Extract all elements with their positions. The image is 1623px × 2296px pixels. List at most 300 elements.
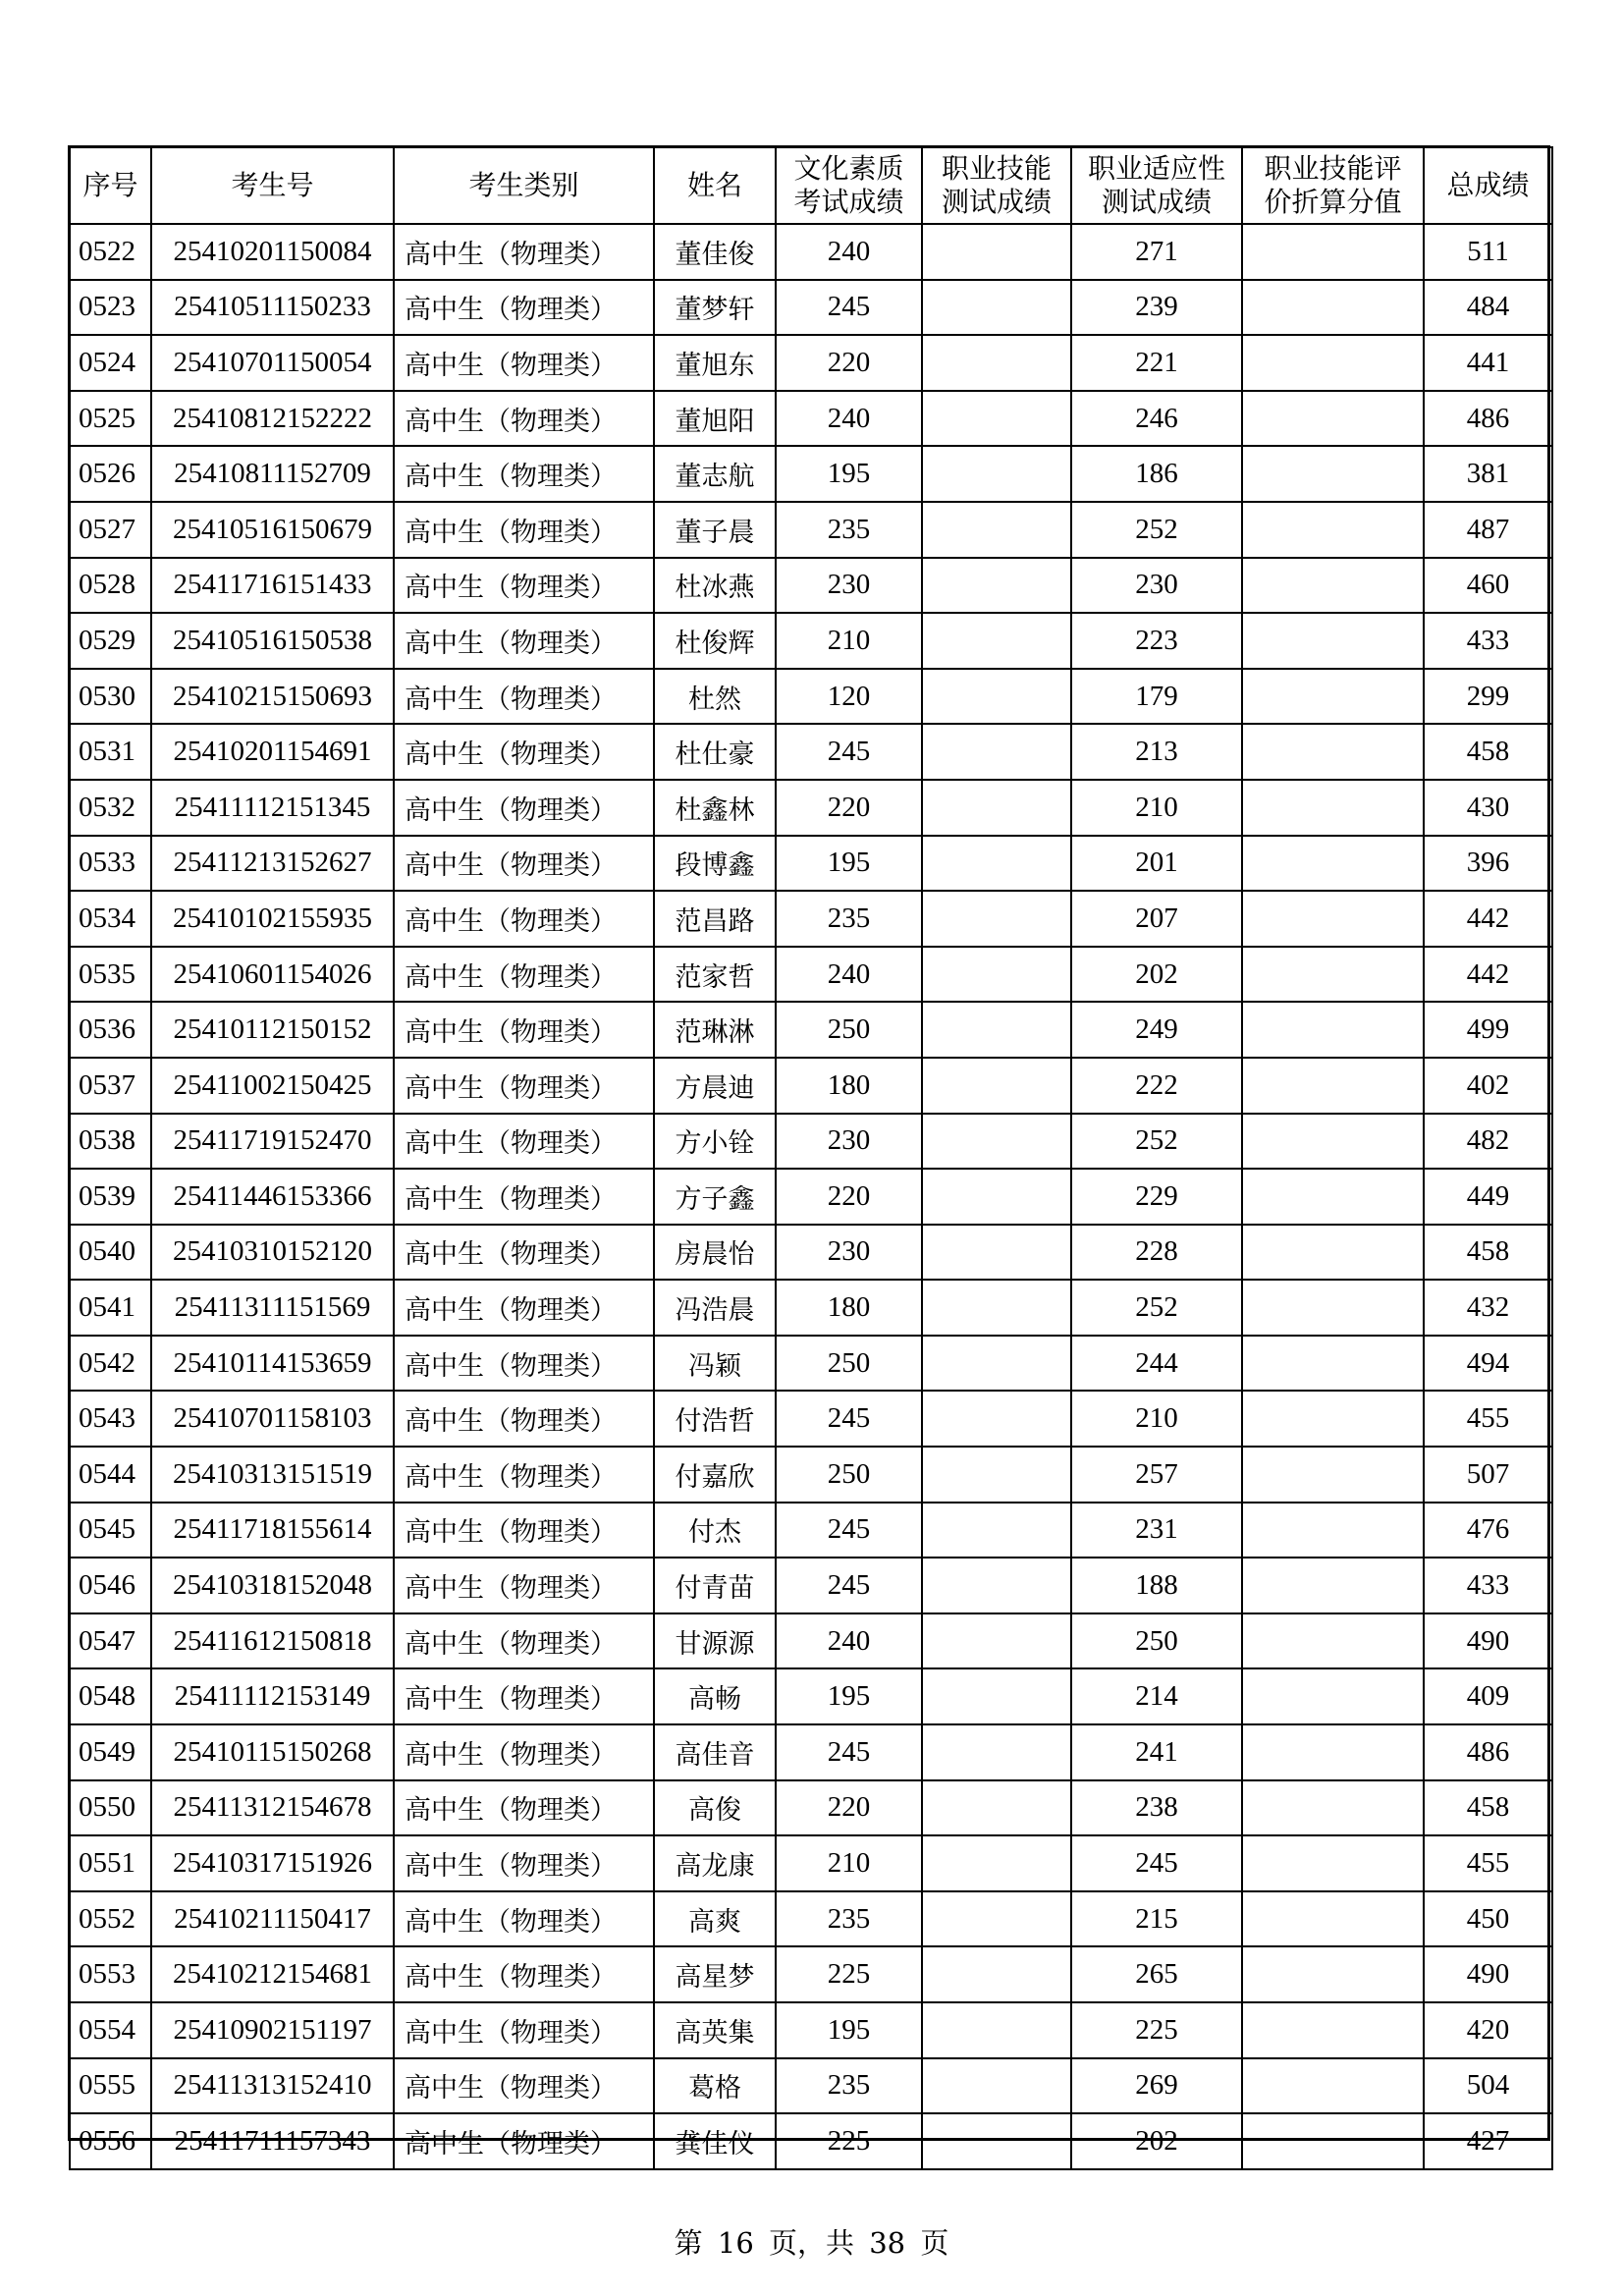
cell-name: 冯颖 — [654, 1336, 776, 1392]
cell-adaptability-score: 246 — [1071, 391, 1242, 447]
cell-skill-eval-score — [1242, 836, 1424, 892]
cell-total: 442 — [1424, 947, 1552, 1003]
cell-adaptability-score: 244 — [1071, 1336, 1242, 1392]
table-row — [70, 1447, 1552, 1503]
cell-seq: 0537 — [70, 1058, 151, 1114]
cell-total: 487 — [1424, 502, 1552, 558]
cell-seq: 0538 — [70, 1114, 151, 1170]
cell-total: 402 — [1424, 1058, 1552, 1114]
cell-adaptability-score: 257 — [1071, 1447, 1242, 1503]
table-row — [70, 724, 1552, 780]
cell-skill-eval-score — [1242, 780, 1424, 836]
cell-adaptability-score: 228 — [1071, 1225, 1242, 1281]
cell-category: 高中生（物理类） — [394, 669, 654, 725]
cell-total: 490 — [1424, 1946, 1552, 2002]
cell-skill-test-score — [922, 280, 1071, 336]
cell-name: 房晨怡 — [654, 1225, 776, 1281]
table-row — [70, 1058, 1552, 1114]
cell-adaptability-score: 221 — [1071, 335, 1242, 391]
cell-category: 高中生（物理类） — [394, 1558, 654, 1613]
cell-name: 付嘉欣 — [654, 1447, 776, 1503]
cell-category: 高中生（物理类） — [394, 947, 654, 1003]
cell-adaptability-score: 202 — [1071, 947, 1242, 1003]
cell-category: 高中生（物理类） — [394, 1724, 654, 1780]
cell-skill-test-score — [922, 2058, 1071, 2114]
cell-skill-test-score — [922, 780, 1071, 836]
cell-skill-test-score — [922, 1835, 1071, 1891]
cell-category: 高中生（物理类） — [394, 1391, 654, 1447]
cell-seq: 0526 — [70, 446, 151, 502]
cell-skill-test-score — [922, 502, 1071, 558]
cell-exam-id: 25411311151569 — [151, 1280, 394, 1336]
cell-adaptability-score: 179 — [1071, 669, 1242, 725]
cell-skill-test-score — [922, 1447, 1071, 1503]
cell-adaptability-score: 229 — [1071, 1169, 1242, 1225]
cell-skill-test-score — [922, 891, 1071, 947]
cell-seq: 0522 — [70, 224, 151, 280]
table-row — [70, 280, 1552, 336]
cell-skill-test-score — [922, 1724, 1071, 1780]
cell-skill-eval-score — [1242, 1391, 1424, 1447]
cell-seq: 0548 — [70, 1668, 151, 1724]
cell-name: 范家哲 — [654, 947, 776, 1003]
cell-skill-eval-score — [1242, 1835, 1424, 1891]
cell-skill-test-score — [922, 224, 1071, 280]
cell-name: 龚佳仪 — [654, 2113, 776, 2169]
cell-skill-test-score — [922, 1946, 1071, 2002]
cell-exam-id: 25411711157343 — [151, 2113, 394, 2169]
cell-total: 486 — [1424, 1724, 1552, 1780]
cell-category: 高中生（物理类） — [394, 2058, 654, 2114]
cell-adaptability-score: 215 — [1071, 1891, 1242, 1947]
cell-seq: 0544 — [70, 1447, 151, 1503]
cell-exam-id: 25411612150818 — [151, 1613, 394, 1669]
header-seq: 序号 — [70, 147, 151, 224]
cell-category: 高中生（物理类） — [394, 558, 654, 614]
cell-name: 高佳音 — [654, 1724, 776, 1780]
cell-skill-eval-score — [1242, 1503, 1424, 1558]
cell-culture-score: 230 — [776, 558, 922, 614]
cell-adaptability-score: 238 — [1071, 1780, 1242, 1836]
cell-skill-test-score — [922, 613, 1071, 669]
cell-category: 高中生（物理类） — [394, 224, 654, 280]
cell-name: 范昌路 — [654, 891, 776, 947]
cell-skill-eval-score — [1242, 1280, 1424, 1336]
cell-skill-eval-score — [1242, 502, 1424, 558]
table-row — [70, 1946, 1552, 2002]
cell-name: 高星梦 — [654, 1946, 776, 2002]
header-culture-score — [776, 147, 922, 224]
cell-seq: 0532 — [70, 780, 151, 836]
table-row — [70, 1613, 1552, 1669]
cell-adaptability-score: 269 — [1071, 2058, 1242, 2114]
cell-exam-id: 25411719152470 — [151, 1114, 394, 1170]
cell-exam-id: 25410201150084 — [151, 224, 394, 280]
cell-skill-eval-score — [1242, 1447, 1424, 1503]
cell-total: 427 — [1424, 2113, 1552, 2169]
cell-name: 董旭阳 — [654, 391, 776, 447]
cell-skill-eval-score — [1242, 891, 1424, 947]
cell-name: 葛格 — [654, 2058, 776, 2114]
cell-culture-score: 180 — [776, 1280, 922, 1336]
cell-adaptability-score: 214 — [1071, 1668, 1242, 1724]
cell-culture-score: 195 — [776, 1668, 922, 1724]
cell-exam-id: 25410115150268 — [151, 1724, 394, 1780]
cell-total: 299 — [1424, 669, 1552, 725]
cell-category: 高中生（物理类） — [394, 1835, 654, 1891]
cell-skill-test-score — [922, 1002, 1071, 1058]
table-row — [70, 1225, 1552, 1281]
cell-exam-id: 25410902151197 — [151, 2002, 394, 2058]
table-row — [70, 1503, 1552, 1558]
cell-exam-id: 25410516150538 — [151, 613, 394, 669]
cell-category: 高中生（物理类） — [394, 724, 654, 780]
cell-culture-score: 245 — [776, 1391, 922, 1447]
cell-seq: 0540 — [70, 1225, 151, 1281]
header-culture-line1: 文化素质 — [793, 152, 904, 185]
cell-skill-test-score — [922, 2002, 1071, 2058]
cell-seq: 0533 — [70, 836, 151, 892]
cell-seq: 0550 — [70, 1780, 151, 1836]
cell-total: 504 — [1424, 2058, 1552, 2114]
cell-exam-id: 25410112150152 — [151, 1002, 394, 1058]
cell-exam-id: 25410310152120 — [151, 1225, 394, 1281]
cell-culture-score: 245 — [776, 724, 922, 780]
cell-total: 433 — [1424, 613, 1552, 669]
cell-seq: 0541 — [70, 1280, 151, 1336]
cell-seq: 0543 — [70, 1391, 151, 1447]
cell-culture-score: 250 — [776, 1002, 922, 1058]
cell-name: 付浩哲 — [654, 1391, 776, 1447]
cell-category: 高中生（物理类） — [394, 1780, 654, 1836]
cell-skill-eval-score — [1242, 1114, 1424, 1170]
cell-exam-id: 25410318152048 — [151, 1558, 394, 1613]
cell-total: 420 — [1424, 2002, 1552, 2058]
table-row — [70, 1391, 1552, 1447]
cell-skill-test-score — [922, 1503, 1071, 1558]
cell-exam-id: 25411718155614 — [151, 1503, 394, 1558]
cell-culture-score: 240 — [776, 224, 922, 280]
cell-skill-eval-score — [1242, 446, 1424, 502]
cell-skill-test-score — [922, 2113, 1071, 2169]
cell-seq: 0542 — [70, 1336, 151, 1392]
cell-exam-id: 25410201154691 — [151, 724, 394, 780]
cell-seq: 0531 — [70, 724, 151, 780]
table-row — [70, 836, 1552, 892]
cell-adaptability-score: 222 — [1071, 1058, 1242, 1114]
cell-total: 441 — [1424, 335, 1552, 391]
cell-category: 高中生（物理类） — [394, 1946, 654, 2002]
cell-skill-test-score — [922, 1558, 1071, 1613]
table-row — [70, 1336, 1552, 1392]
cell-adaptability-score: 245 — [1071, 1835, 1242, 1891]
cell-name: 段博鑫 — [654, 836, 776, 892]
cell-seq: 0523 — [70, 280, 151, 336]
cell-culture-score: 180 — [776, 1058, 922, 1114]
cell-category: 高中生（物理类） — [394, 1058, 654, 1114]
cell-culture-score: 210 — [776, 1835, 922, 1891]
header-exam-id: 考生号 — [151, 147, 394, 224]
cell-skill-test-score — [922, 1336, 1071, 1392]
cell-skill-test-score — [922, 1114, 1071, 1170]
cell-adaptability-score: 186 — [1071, 446, 1242, 502]
table-row — [70, 947, 1552, 1003]
cell-skill-test-score — [922, 1169, 1071, 1225]
cell-total: 409 — [1424, 1668, 1552, 1724]
cell-skill-eval-score — [1242, 2002, 1424, 2058]
cell-adaptability-score: 213 — [1071, 724, 1242, 780]
cell-total: 433 — [1424, 1558, 1552, 1613]
cell-culture-score: 240 — [776, 1613, 922, 1669]
cell-culture-score: 225 — [776, 1946, 922, 2002]
cell-culture-score: 220 — [776, 335, 922, 391]
cell-category: 高中生（物理类） — [394, 2002, 654, 2058]
cell-seq: 0552 — [70, 1891, 151, 1947]
cell-skill-test-score — [922, 724, 1071, 780]
cell-adaptability-score: 271 — [1071, 224, 1242, 280]
cell-culture-score: 245 — [776, 1558, 922, 1613]
cell-name: 甘源源 — [654, 1613, 776, 1669]
cell-culture-score: 245 — [776, 280, 922, 336]
header-row — [70, 147, 1552, 224]
cell-adaptability-score: 241 — [1071, 1724, 1242, 1780]
cell-category: 高中生（物理类） — [394, 2113, 654, 2169]
cell-skill-eval-score — [1242, 1225, 1424, 1281]
cell-culture-score: 245 — [776, 1503, 922, 1558]
cell-culture-score: 245 — [776, 1724, 922, 1780]
cell-culture-score: 240 — [776, 947, 922, 1003]
cell-culture-score: 220 — [776, 1169, 922, 1225]
cell-skill-eval-score — [1242, 1002, 1424, 1058]
cell-culture-score: 225 — [776, 2113, 922, 2169]
cell-skill-eval-score — [1242, 1891, 1424, 1947]
cell-seq: 0545 — [70, 1503, 151, 1558]
header-skill-eval-line2: 价折算分值 — [1264, 186, 1402, 218]
cell-name: 付青苗 — [654, 1558, 776, 1613]
cell-category: 高中生（物理类） — [394, 836, 654, 892]
table-row — [70, 558, 1552, 614]
cell-skill-test-score — [922, 1225, 1071, 1281]
header-adapt-line1: 职业适应性 — [1087, 152, 1225, 185]
table-row — [70, 335, 1552, 391]
cell-skill-test-score — [922, 391, 1071, 447]
cell-category: 高中生（物理类） — [394, 1280, 654, 1336]
cell-total: 432 — [1424, 1280, 1552, 1336]
page-number: 第 16 页，共 38 页 — [674, 2226, 949, 2260]
cell-name: 杜然 — [654, 669, 776, 725]
cell-skill-eval-score — [1242, 1558, 1424, 1613]
table-row — [70, 391, 1552, 447]
cell-exam-id: 25411312154678 — [151, 1780, 394, 1836]
cell-category: 高中生（物理类） — [394, 1169, 654, 1225]
cell-exam-id: 25411446153366 — [151, 1169, 394, 1225]
cell-skill-eval-score — [1242, 1169, 1424, 1225]
cell-name: 杜鑫林 — [654, 780, 776, 836]
table-row — [70, 1169, 1552, 1225]
cell-skill-eval-score — [1242, 224, 1424, 280]
table-row — [70, 1114, 1552, 1170]
table-row — [70, 1002, 1552, 1058]
cell-total: 482 — [1424, 1114, 1552, 1170]
cell-seq: 0539 — [70, 1169, 151, 1225]
cell-exam-id: 25411002150425 — [151, 1058, 394, 1114]
cell-seq: 0530 — [70, 669, 151, 725]
cell-category: 高中生（物理类） — [394, 391, 654, 447]
cell-seq: 0528 — [70, 558, 151, 614]
cell-adaptability-score: 252 — [1071, 502, 1242, 558]
cell-skill-test-score — [922, 1891, 1071, 1947]
header-skill-test-score — [922, 147, 1071, 224]
cell-name: 董子晨 — [654, 502, 776, 558]
cell-culture-score: 195 — [776, 2002, 922, 2058]
table-row — [70, 2002, 1552, 2058]
cell-name: 杜俊辉 — [654, 613, 776, 669]
table-body — [70, 224, 1552, 2169]
cell-total: 486 — [1424, 391, 1552, 447]
cell-skill-eval-score — [1242, 1946, 1424, 2002]
cell-culture-score: 235 — [776, 502, 922, 558]
cell-seq: 0554 — [70, 2002, 151, 2058]
cell-culture-score: 235 — [776, 891, 922, 947]
cell-name: 高俊 — [654, 1780, 776, 1836]
cell-skill-eval-score — [1242, 613, 1424, 669]
cell-skill-eval-score — [1242, 1724, 1424, 1780]
cell-seq: 0555 — [70, 2058, 151, 2114]
cell-adaptability-score: 223 — [1071, 613, 1242, 669]
cell-skill-eval-score — [1242, 2113, 1424, 2169]
cell-skill-test-score — [922, 558, 1071, 614]
cell-seq: 0549 — [70, 1724, 151, 1780]
cell-exam-id: 25410601154026 — [151, 947, 394, 1003]
cell-skill-eval-score — [1242, 1613, 1424, 1669]
cell-category: 高中生（物理类） — [394, 1114, 654, 1170]
cell-culture-score: 230 — [776, 1225, 922, 1281]
cell-name: 董旭东 — [654, 335, 776, 391]
cell-adaptability-score: 249 — [1071, 1002, 1242, 1058]
cell-adaptability-score: 210 — [1071, 1391, 1242, 1447]
score-table — [69, 146, 1553, 2170]
cell-skill-test-score — [922, 1668, 1071, 1724]
cell-total: 458 — [1424, 1225, 1552, 1281]
cell-name: 董志航 — [654, 446, 776, 502]
cell-seq: 0556 — [70, 2113, 151, 2169]
cell-name: 范琳淋 — [654, 1002, 776, 1058]
cell-adaptability-score: 188 — [1071, 1558, 1242, 1613]
cell-culture-score: 220 — [776, 780, 922, 836]
cell-adaptability-score: 252 — [1071, 1114, 1242, 1170]
cell-total: 511 — [1424, 224, 1552, 280]
cell-name: 董佳俊 — [654, 224, 776, 280]
cell-adaptability-score: 265 — [1071, 1946, 1242, 2002]
cell-culture-score: 235 — [776, 1891, 922, 1947]
cell-name: 方晨迪 — [654, 1058, 776, 1114]
cell-seq: 0529 — [70, 613, 151, 669]
cell-name: 高龙康 — [654, 1835, 776, 1891]
cell-skill-eval-score — [1242, 558, 1424, 614]
cell-skill-eval-score — [1242, 1336, 1424, 1392]
cell-name: 付杰 — [654, 1503, 776, 1558]
cell-exam-id: 25410812152222 — [151, 391, 394, 447]
cell-adaptability-score: 201 — [1071, 836, 1242, 892]
cell-adaptability-score: 210 — [1071, 780, 1242, 836]
table-row — [70, 1724, 1552, 1780]
header-adapt-line2: 测试成绩 — [1101, 186, 1212, 218]
cell-total: 507 — [1424, 1447, 1552, 1503]
table-row — [70, 2113, 1552, 2169]
table-row — [70, 891, 1552, 947]
cell-total: 455 — [1424, 1391, 1552, 1447]
table-row — [70, 502, 1552, 558]
cell-exam-id: 25410317151926 — [151, 1835, 394, 1891]
cell-skill-test-score — [922, 1780, 1071, 1836]
cell-culture-score: 250 — [776, 1336, 922, 1392]
cell-category: 高中生（物理类） — [394, 1225, 654, 1281]
cell-seq: 0527 — [70, 502, 151, 558]
cell-culture-score: 220 — [776, 1780, 922, 1836]
cell-seq: 0536 — [70, 1002, 151, 1058]
cell-category: 高中生（物理类） — [394, 446, 654, 502]
cell-category: 高中生（物理类） — [394, 780, 654, 836]
cell-exam-id: 25410102155935 — [151, 891, 394, 947]
cell-total: 455 — [1424, 1835, 1552, 1891]
cell-total: 494 — [1424, 1336, 1552, 1392]
cell-exam-id: 25411112153149 — [151, 1668, 394, 1724]
cell-category: 高中生（物理类） — [394, 1002, 654, 1058]
cell-seq: 0551 — [70, 1835, 151, 1891]
table-row — [70, 1280, 1552, 1336]
cell-name: 董梦轩 — [654, 280, 776, 336]
cell-skill-eval-score — [1242, 2058, 1424, 2114]
cell-skill-test-score — [922, 669, 1071, 725]
header-skill-test-line2: 测试成绩 — [941, 186, 1052, 218]
table-row — [70, 780, 1552, 836]
cell-culture-score: 210 — [776, 613, 922, 669]
cell-skill-eval-score — [1242, 724, 1424, 780]
header-culture-line2: 考试成绩 — [793, 186, 904, 218]
table-row — [70, 2058, 1552, 2114]
cell-skill-test-score — [922, 1391, 1071, 1447]
table-row — [70, 1835, 1552, 1891]
cell-category: 高中生（物理类） — [394, 1336, 654, 1392]
cell-skill-test-score — [922, 836, 1071, 892]
cell-total: 458 — [1424, 1780, 1552, 1836]
cell-category: 高中生（物理类） — [394, 280, 654, 336]
table-header — [70, 147, 1552, 224]
header-skill-eval-score — [1242, 147, 1424, 224]
cell-culture-score: 120 — [776, 669, 922, 725]
cell-name: 杜冰燕 — [654, 558, 776, 614]
cell-seq: 0553 — [70, 1946, 151, 2002]
cell-name: 杜仕豪 — [654, 724, 776, 780]
cell-skill-test-score — [922, 446, 1071, 502]
cell-skill-test-score — [922, 335, 1071, 391]
cell-skill-eval-score — [1242, 669, 1424, 725]
cell-skill-eval-score — [1242, 335, 1424, 391]
cell-exam-id: 25410511150233 — [151, 280, 394, 336]
cell-culture-score: 235 — [776, 2058, 922, 2114]
cell-exam-id: 25411213152627 — [151, 836, 394, 892]
table-row — [70, 224, 1552, 280]
cell-exam-id: 25411313152410 — [151, 2058, 394, 2114]
cell-adaptability-score: 250 — [1071, 1613, 1242, 1669]
cell-skill-eval-score — [1242, 391, 1424, 447]
cell-seq: 0546 — [70, 1558, 151, 1613]
cell-adaptability-score: 230 — [1071, 558, 1242, 614]
cell-exam-id: 25410114153659 — [151, 1336, 394, 1392]
cell-exam-id: 25410211150417 — [151, 1891, 394, 1947]
cell-name: 方小铨 — [654, 1114, 776, 1170]
cell-total: 484 — [1424, 280, 1552, 336]
